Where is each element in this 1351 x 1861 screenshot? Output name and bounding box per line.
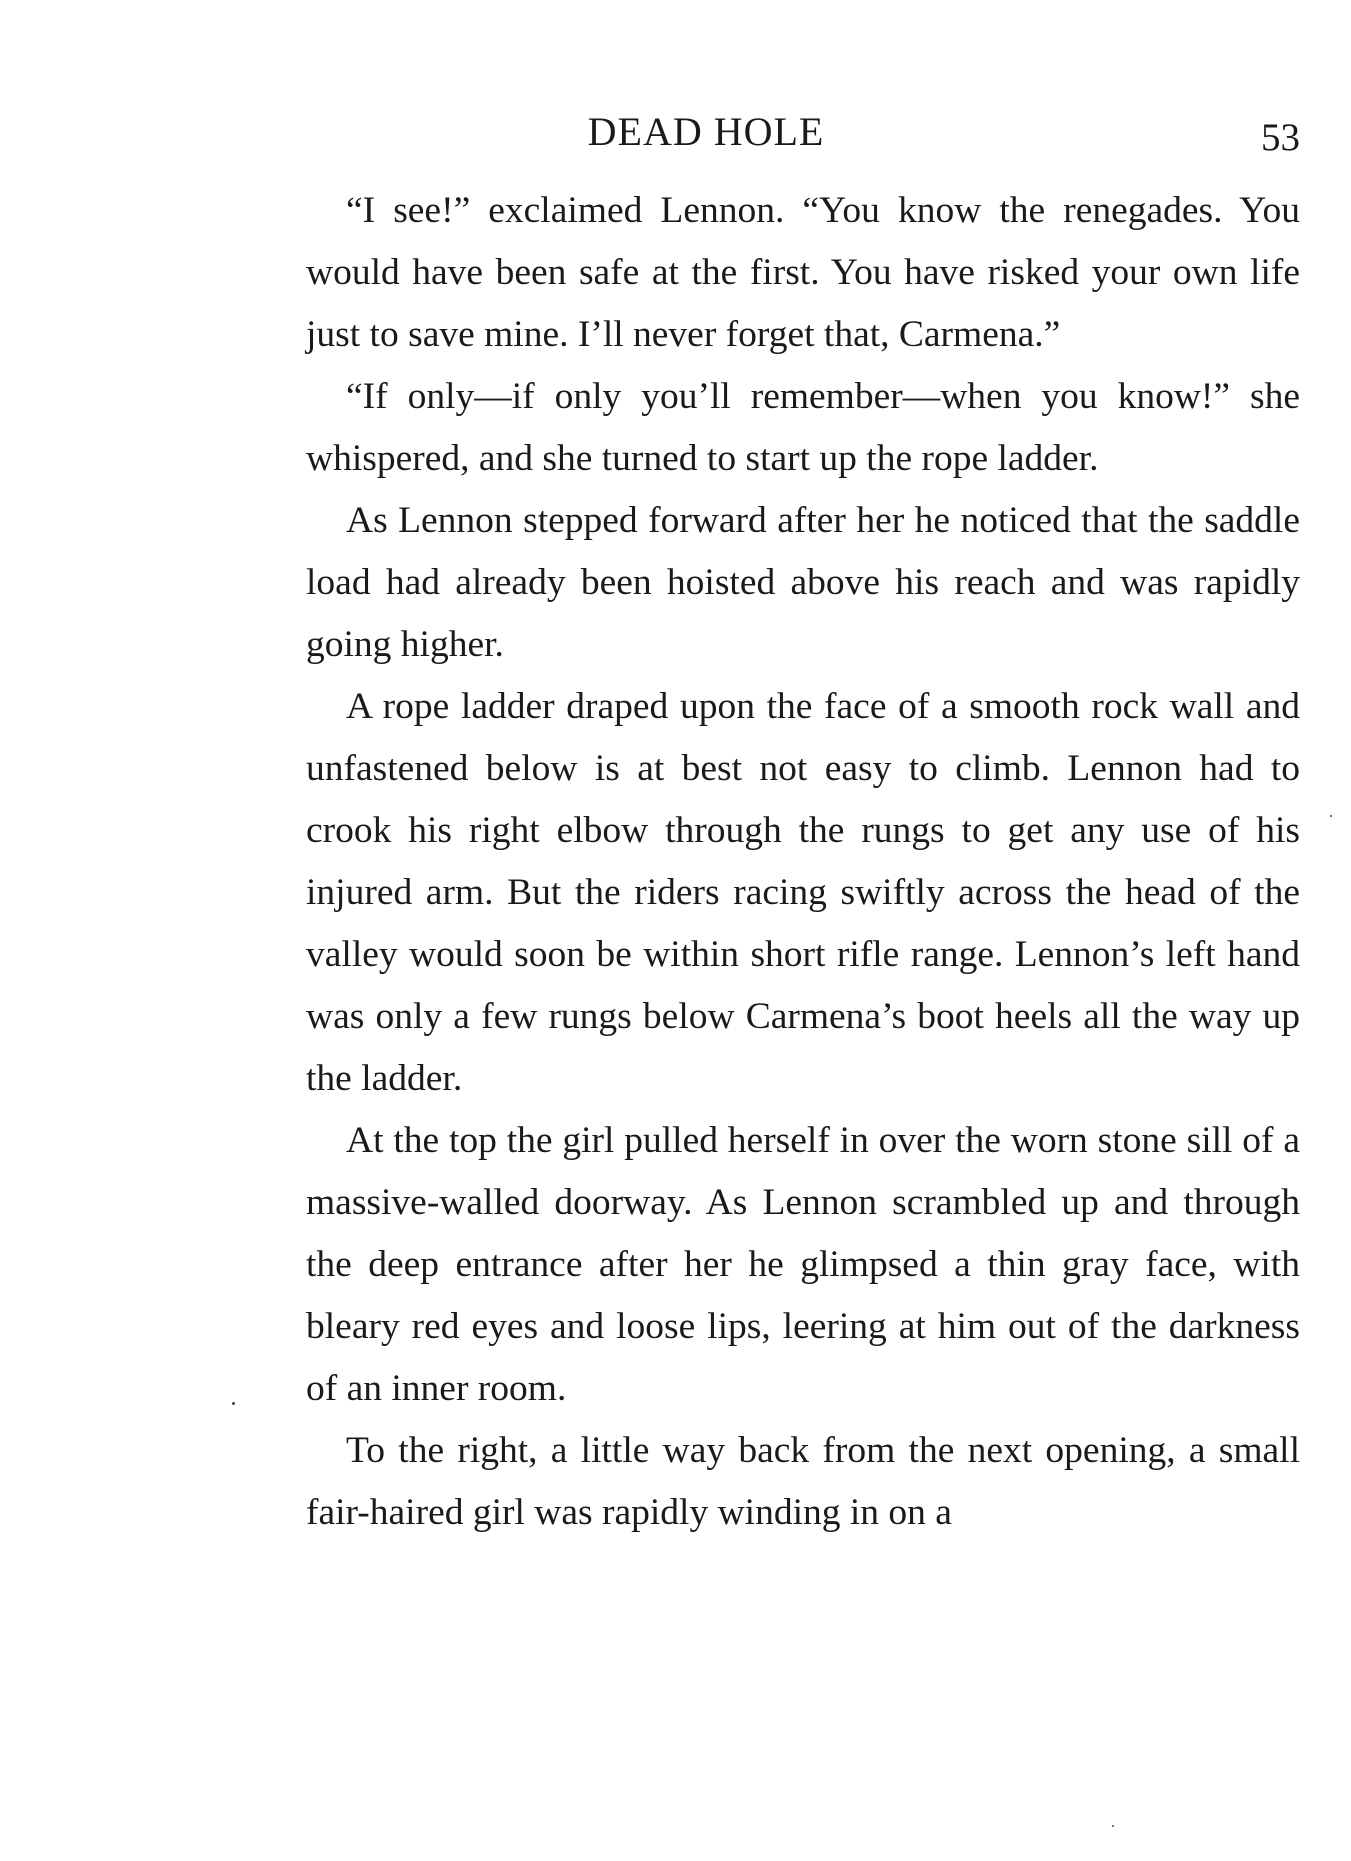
running-head [306,102,1300,162]
paragraph-1: “I see!” exclaimed Lennon. “You know the renegades. You would have been safe at the first. You have risked your own life just to save mine. I’ll never forget that, Carmena.” [306,190,1300,355]
paragraph-6: To the right, a little way back from the next opening, a small fair-haired girl was rapidly winding in on a [306,1430,1300,1533]
paragraph-2: “If only—if only you’ll remember—when you know!” she whispered, and she turned to start up the rope ladder. [306,376,1300,479]
paragraph-3: As Lennon stepped forward after her he noticed that the saddle load had already been hoisted above his reach and was rapidly going higher. [306,500,1300,665]
paper-speck [1112,1825,1114,1827]
paragraph-4: A rope ladder draped upon the face of a smooth rock wall and unfastened below is at best not easy to climb. Lennon had to crook his right elbow through the rungs to get any use of his injured arm. But the riders racing swiftly across the head of the valley would soon be within short rifle range. Lennon’s left hand was only a few rungs below Carmena’s boot heels all the way up the ladder. [306,686,1300,1099]
body-text [306,180,1300,1544]
paragraph-5: At the top the girl pulled herself in over the worn stone sill of a massive-walled doorway. As Lennon scrambled up and through the deep entrance after her he glimpsed a thin gray face, with bleary red eyes and loose lips, leering at him out of the darkness of an inner room. [306,1120,1300,1409]
running-title: DEAD HOLE [587,109,825,154]
paper-speck [1330,815,1332,817]
paper-speck [232,1402,235,1405]
page-number: 53 [1261,116,1300,159]
